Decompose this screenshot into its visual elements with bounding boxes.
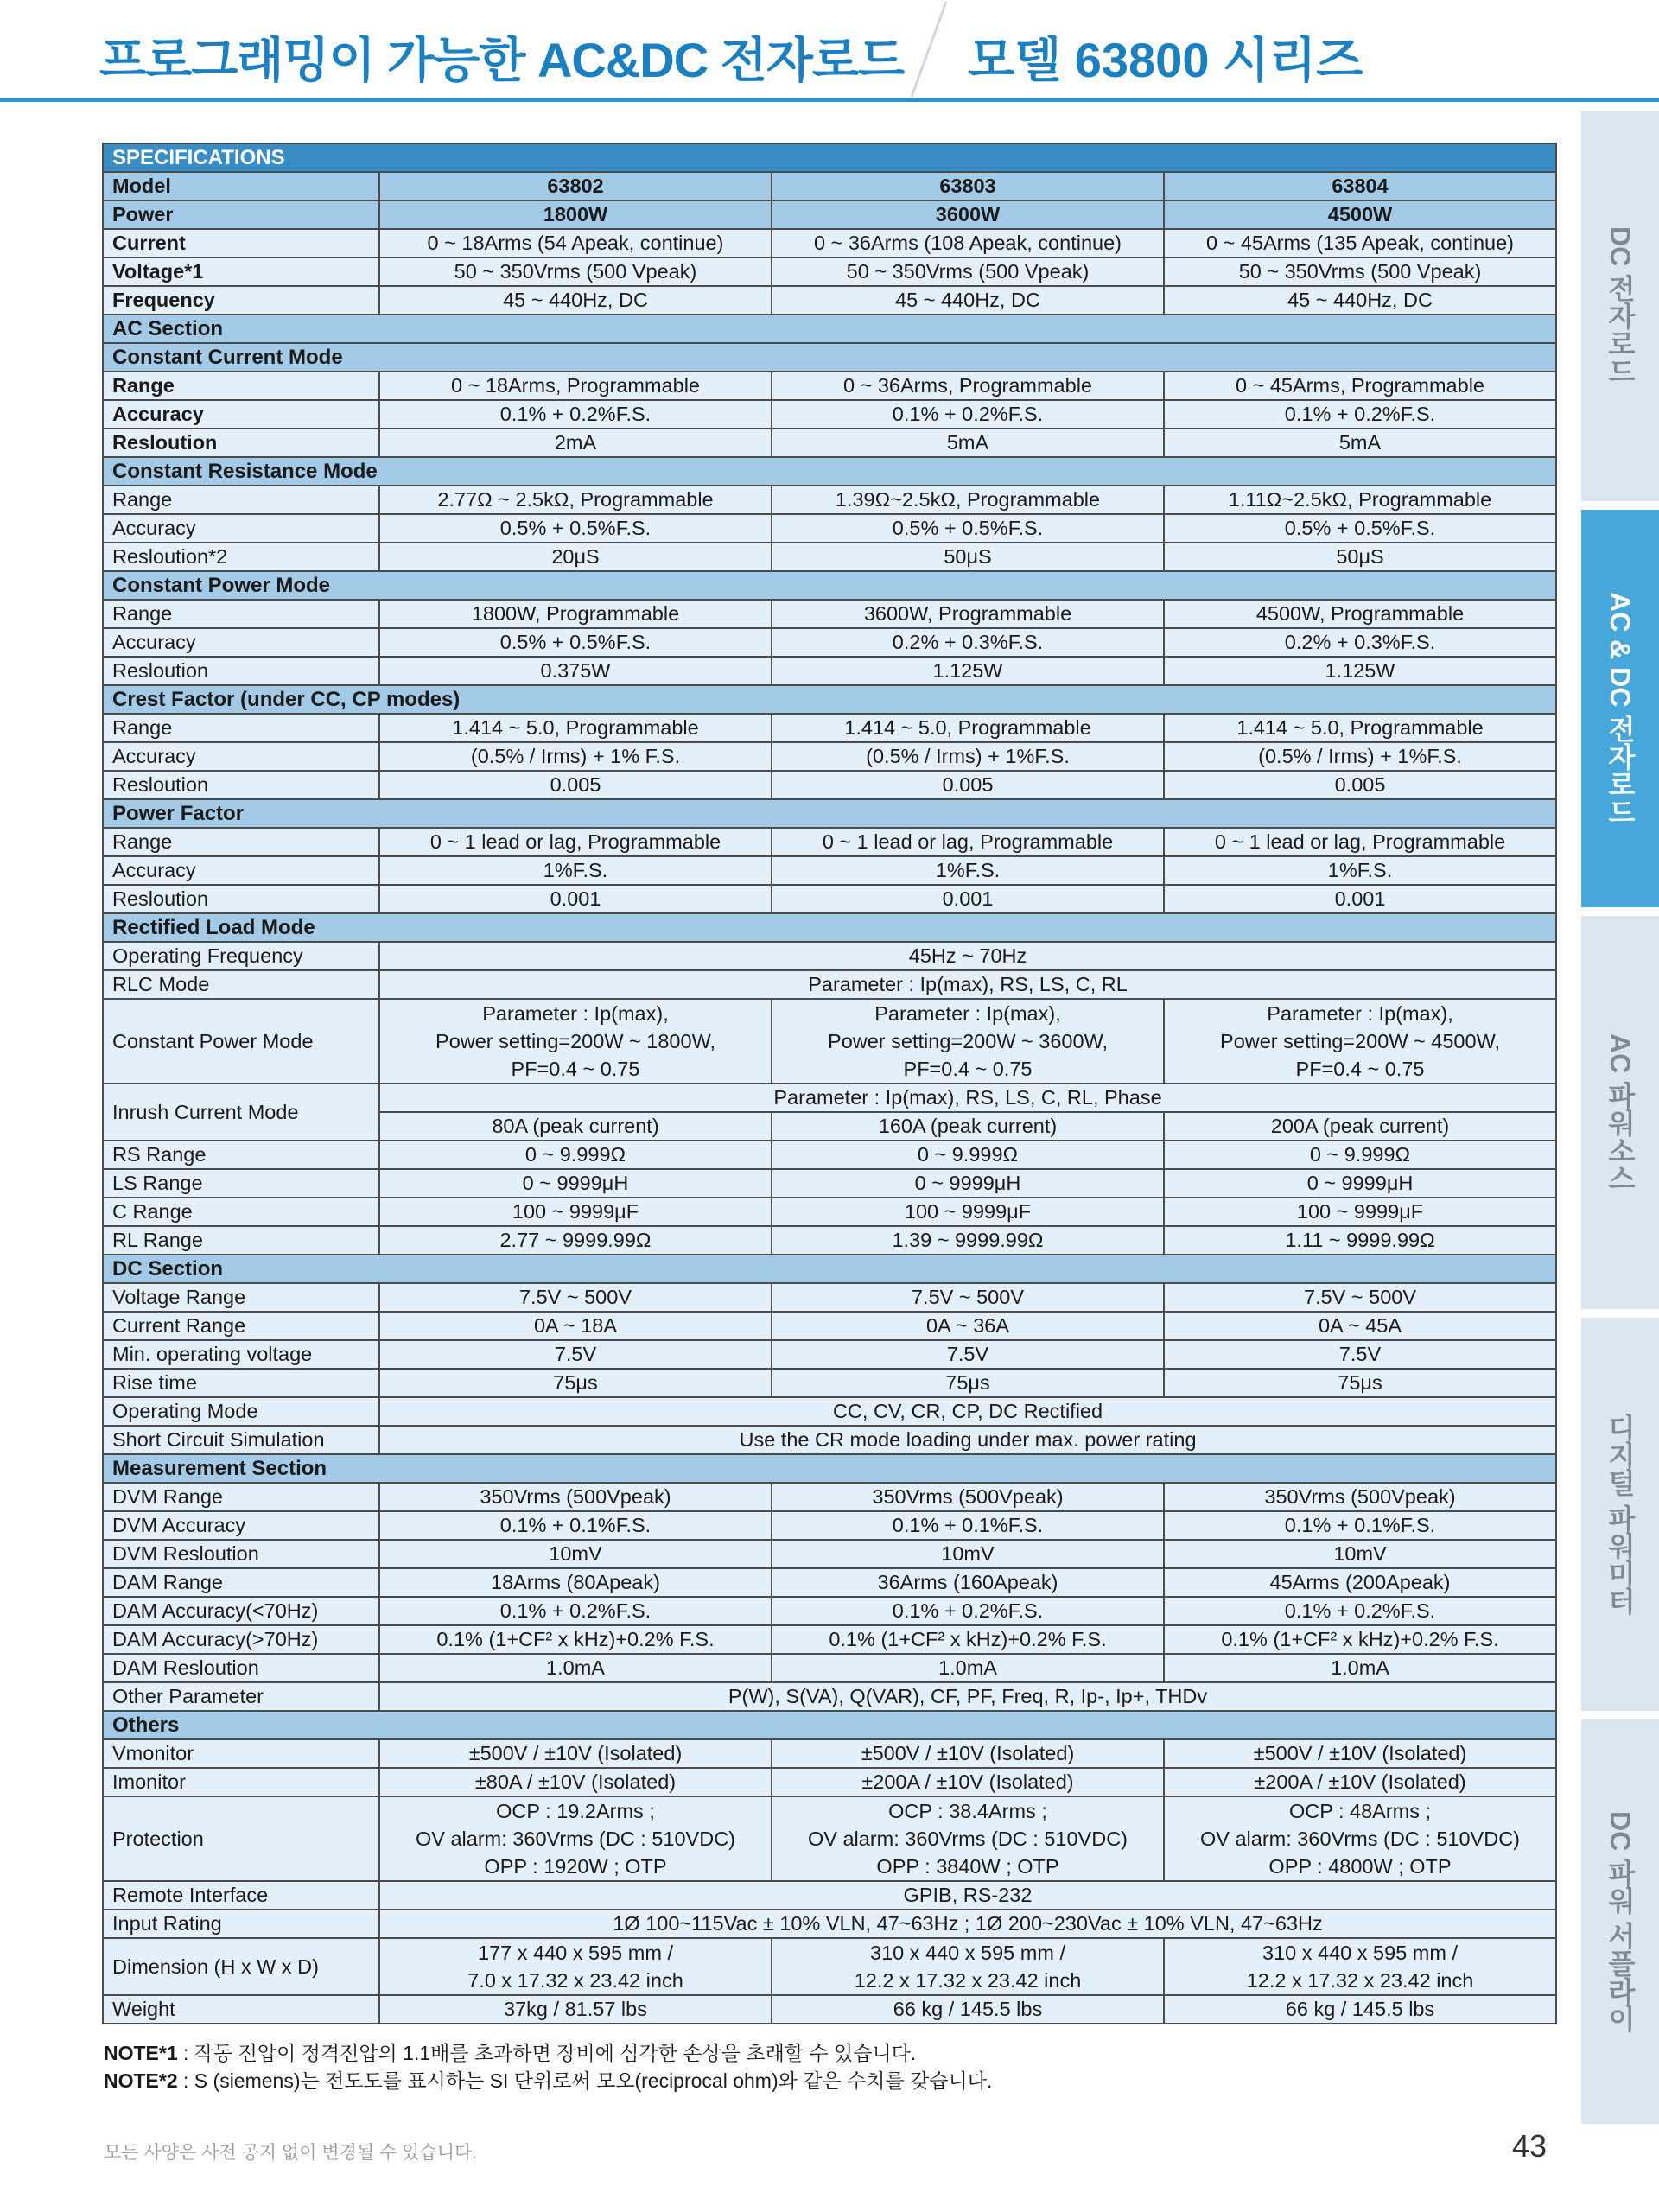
table-cell: 7.5V ~ 500V (379, 1283, 772, 1312)
table-row (103, 286, 1556, 315)
table-cell: 4500W, Programmable (1164, 600, 1556, 628)
row-label: Voltage Range (103, 1283, 379, 1312)
table-row (103, 1198, 1556, 1226)
section-header: Constant Current Mode (103, 343, 1556, 372)
row-label: RL Range (103, 1226, 379, 1255)
table-cell: 0.5% + 0.5%F.S. (379, 628, 772, 657)
table-cell: 1.11Ω~2.5kΩ, Programmable (1164, 486, 1556, 514)
table-cell: 75μs (1164, 1369, 1556, 1397)
table-cell: 2.77 ~ 9999.99Ω (379, 1226, 772, 1255)
table-cell: 1%F.S. (772, 856, 1164, 885)
table-cell: 0 ~ 1 lead or lag, Programmable (379, 828, 772, 856)
table-cell: 50 ~ 350Vrms (500 Vpeak) (379, 257, 772, 286)
power-cell: 4500W (1164, 200, 1556, 229)
row-label: Range (103, 372, 379, 400)
row-label: Resloution (103, 657, 379, 685)
table-cell: 36Arms (160Apeak) (772, 1568, 1164, 1597)
row-label: Range (103, 828, 379, 856)
table-row (103, 970, 1556, 999)
table-cell: (0.5% / Irms) + 1% F.S. (379, 742, 772, 771)
table-row (103, 1938, 1556, 1995)
table-row (103, 1625, 1556, 1654)
row-label: Accuracy (103, 628, 379, 657)
table-cell: 7.5V (1164, 1340, 1556, 1369)
row-label: DAM Resloution (103, 1654, 379, 1682)
table-cell: 1.39 ~ 9999.99Ω (772, 1226, 1164, 1255)
note-2: NOTE*2 : S (siemens)는 전도도를 표시하는 SI 단위로써 모오(reciprocal ohm)와 같은 수치를 갖습니다. (104, 2069, 993, 2092)
table-cell: 0 ~ 18Arms (54 Apeak, continue) (379, 229, 772, 257)
table-cell: 1.125W (1164, 657, 1556, 685)
section-header: Crest Factor (under CC, CP modes) (103, 685, 1556, 714)
table-cell: 66 kg / 145.5 lbs (1164, 1995, 1556, 2024)
table-cell: 350Vrms (500Vpeak) (772, 1483, 1164, 1511)
table-row (103, 1654, 1556, 1682)
page-header (0, 0, 1659, 102)
side-tab-power-meter[interactable]: 디지털 파워미터 (1581, 1318, 1659, 1711)
table-cell: Parameter : Ip(max), Power setting=200W ~ 4500W, PF=0.4 ~ 0.75 (1164, 999, 1556, 1084)
table-cell: 45 ~ 440Hz, DC (379, 286, 772, 315)
table-cell: 0.1% + 0.2%F.S. (379, 1597, 772, 1625)
section-header: Constant Resistance Mode (103, 457, 1556, 486)
table-cell: 200A (peak current) (1164, 1112, 1556, 1141)
section-header: Constant Power Mode (103, 571, 1556, 600)
row-label: Model (103, 172, 379, 200)
table-cell: 0.001 (379, 885, 772, 913)
table-row (103, 1340, 1556, 1369)
table-cell: 0.001 (772, 885, 1164, 913)
table-cell: 45Arms (200Apeak) (1164, 1568, 1556, 1597)
table-row (103, 1312, 1556, 1340)
table-cell: 1.0mA (1164, 1654, 1556, 1682)
table-cell: 1.0mA (772, 1654, 1164, 1682)
table-cell: 0.1% + 0.2%F.S. (379, 400, 772, 429)
table-row (103, 828, 1556, 856)
table-cell: 0 ~ 9999μH (1164, 1169, 1556, 1198)
table-row (103, 1739, 1556, 1768)
table-row (103, 1369, 1556, 1397)
table-cell: 0 ~ 36Arms (108 Apeak, continue) (772, 229, 1164, 257)
table-cell: ±500V / ±10V (Isolated) (772, 1739, 1164, 1768)
table-row (103, 657, 1556, 685)
table-row (103, 1141, 1556, 1169)
row-label: LS Range (103, 1169, 379, 1198)
model-series-title: 모델 63800 시리즈 (968, 33, 1363, 87)
row-label: DVM Range (103, 1483, 379, 1511)
table-cell: 0.1% (1+CF² x kHz)+0.2% F.S. (772, 1625, 1164, 1654)
row-label: Protection (103, 1796, 379, 1881)
table-cell: 5mA (1164, 429, 1556, 457)
table-cell: 1.414 ~ 5.0, Programmable (1164, 714, 1556, 742)
table-cell: 0 ~ 1 lead or lag, Programmable (772, 828, 1164, 856)
table-cell: 100 ~ 9999μF (1164, 1198, 1556, 1226)
table-title-row (103, 143, 1556, 172)
table-row (103, 1397, 1556, 1426)
table-row (103, 486, 1556, 514)
table-cell: 20μS (379, 543, 772, 571)
side-tab-nav (1581, 111, 1659, 2124)
row-label: C Range (103, 1198, 379, 1226)
table-cell: 0 ~ 45Arms, Programmable (1164, 372, 1556, 400)
table-cell: 7.5V (772, 1340, 1164, 1369)
table-cell: 0.5% + 0.5%F.S. (1164, 514, 1556, 543)
table-cell: ±200A / ±10V (Isolated) (1164, 1768, 1556, 1796)
row-label: Accuracy (103, 742, 379, 771)
table-cell: 0 ~ 9.999Ω (1164, 1141, 1556, 1169)
table-row (103, 429, 1556, 457)
table-cell: 310 x 440 x 595 mm / 12.2 x 17.32 x 23.42 inch (1164, 1938, 1556, 1995)
row-label: Resloution*2 (103, 543, 379, 571)
table-cell: 0A ~ 45A (1164, 1312, 1556, 1340)
table-row (103, 1568, 1556, 1597)
table-cell: 0 ~ 36Arms, Programmable (772, 372, 1164, 400)
table-cell: P(W), S(VA), Q(VAR), CF, PF, Freq, R, Ip-, Ip+, THDv (379, 1682, 1556, 1711)
table-row (103, 600, 1556, 628)
table-cell: 100 ~ 9999μF (379, 1198, 772, 1226)
table-row (103, 1084, 1556, 1112)
table-cell: 310 x 440 x 595 mm / 12.2 x 17.32 x 23.42 inch (772, 1938, 1164, 1995)
row-label: Resloution (103, 429, 379, 457)
table-cell: 75μs (772, 1369, 1164, 1397)
table-cell: 7.5V (379, 1340, 772, 1369)
header-rule (0, 98, 1659, 102)
table-cell: 10mV (1164, 1540, 1556, 1568)
table-cell: 1.125W (772, 657, 1164, 685)
table-cell: GPIB, RS-232 (379, 1881, 1556, 1910)
table-cell: 0 ~ 9999μH (772, 1169, 1164, 1198)
table-cell: 0.005 (772, 771, 1164, 799)
table-cell: 177 x 440 x 595 mm / 7.0 x 17.32 x 23.42 inch (379, 1938, 772, 1995)
table-cell: 0 ~ 9.999Ω (772, 1141, 1164, 1169)
table-row (103, 514, 1556, 543)
table-cell: 18Arms (80Apeak) (379, 1568, 772, 1597)
table-cell: 0.1% (1+CF² x kHz)+0.2% F.S. (379, 1625, 772, 1654)
row-label: Range (103, 486, 379, 514)
table-row (103, 1881, 1556, 1910)
row-label: Accuracy (103, 400, 379, 429)
table-cell: 1800W, Programmable (379, 600, 772, 628)
row-label: DVM Accuracy (103, 1511, 379, 1540)
table-cell: Parameter : Ip(max), RS, LS, C, RL, Phase (379, 1084, 1556, 1112)
row-label: Weight (103, 1995, 379, 2024)
row-label: Range (103, 714, 379, 742)
section-header: Rectified Load Mode (103, 913, 1556, 942)
table-row (103, 1283, 1556, 1312)
table-cell: 0.1% + 0.1%F.S. (1164, 1511, 1556, 1540)
table-cell: 1%F.S. (379, 856, 772, 885)
table-cell: Use the CR mode loading under max. power rating (379, 1426, 1556, 1454)
table-row (103, 1426, 1556, 1454)
section-header: AC Section (103, 315, 1556, 343)
table-cell: 0.1% + 0.2%F.S. (772, 400, 1164, 429)
table-row (103, 229, 1556, 257)
row-label: Min. operating voltage (103, 1340, 379, 1369)
table-cell: ±200A / ±10V (Isolated) (772, 1768, 1164, 1796)
table-cell: 1.0mA (379, 1654, 772, 1682)
table-row (103, 1995, 1556, 2024)
table-cell: 0.1% (1+CF² x kHz)+0.2% F.S. (1164, 1625, 1556, 1654)
table-cell: 1.39Ω~2.5kΩ, Programmable (772, 486, 1164, 514)
table-row (103, 543, 1556, 571)
table-row (103, 742, 1556, 771)
side-tab-dc-load[interactable]: DC 전자로드 (1581, 111, 1659, 501)
row-label: DAM Accuracy(<70Hz) (103, 1597, 379, 1625)
row-label: Operating Mode (103, 1397, 379, 1426)
table-cell: 100 ~ 9999μF (772, 1198, 1164, 1226)
model-cell: 63804 (1164, 172, 1556, 200)
table-cell: 1Ø 100~115Vac ± 10% VLN, 47~63Hz ; 1Ø 200~230Vac ± 10% VLN, 47~63Hz (379, 1910, 1556, 1938)
table-cell: Parameter : Ip(max), Power setting=200W ~ 1800W, PF=0.4 ~ 0.75 (379, 999, 772, 1084)
table-row (103, 1169, 1556, 1198)
spec-table (102, 143, 1557, 2024)
row-label: Input Rating (103, 1910, 379, 1938)
table-row (103, 257, 1556, 286)
table-cell: (0.5% / Irms) + 1%F.S. (1164, 742, 1556, 771)
table-cell: 75μs (379, 1369, 772, 1397)
section-header: Power Factor (103, 799, 1556, 828)
table-cell: 0.1% + 0.2%F.S. (1164, 400, 1556, 429)
table-cell: 0.1% + 0.2%F.S. (772, 1597, 1164, 1625)
table-cell: 0 ~ 9999μH (379, 1169, 772, 1198)
table-cell: 50 ~ 350Vrms (500 Vpeak) (1164, 257, 1556, 286)
table-cell: OCP : 48Arms ; OV alarm: 360Vrms (DC : 510VDC) OPP : 4800W ; OTP (1164, 1796, 1556, 1881)
row-label: Remote Interface (103, 1881, 379, 1910)
table-row (103, 1910, 1556, 1938)
table-cell: 0.1% + 0.2%F.S. (1164, 1597, 1556, 1625)
row-label: Accuracy (103, 514, 379, 543)
row-label: Inrush Current Mode (103, 1084, 379, 1141)
section-header: Measurement Section (103, 1454, 1556, 1483)
table-cell: 45 ~ 440Hz, DC (772, 286, 1164, 315)
table-row (103, 1682, 1556, 1711)
row-label: Accuracy (103, 856, 379, 885)
page-number: 43 (1512, 2128, 1548, 2164)
table-row (103, 856, 1556, 885)
row-label: Vmonitor (103, 1739, 379, 1768)
row-label: Short Circuit Simulation (103, 1426, 379, 1454)
row-label: Dimension (H x W x D) (103, 1938, 379, 1995)
table-cell: 7.5V ~ 500V (1164, 1283, 1556, 1312)
table-cell: 0A ~ 18A (379, 1312, 772, 1340)
table-row (103, 999, 1556, 1084)
table-cell: Parameter : Ip(max), Power setting=200W ~ 3600W, PF=0.4 ~ 0.75 (772, 999, 1164, 1084)
table-cell: 2mA (379, 429, 772, 457)
power-cell: 1800W (379, 200, 772, 229)
table-cell: CC, CV, CR, CP, DC Rectified (379, 1397, 1556, 1426)
table-cell: 50μS (772, 543, 1164, 571)
notes (104, 2039, 992, 2094)
table-cell: 0A ~ 36A (772, 1312, 1164, 1340)
row-label: Power (103, 200, 379, 229)
row-label: Current (103, 229, 379, 257)
table-cell: 0 ~ 45Arms (135 Apeak, continue) (1164, 229, 1556, 257)
row-label: Imonitor (103, 1768, 379, 1796)
table-cell: 0.375W (379, 657, 772, 685)
table-row (103, 1226, 1556, 1255)
table-row (103, 1511, 1556, 1540)
row-label: Voltage*1 (103, 257, 379, 286)
section-header: DC Section (103, 1255, 1556, 1283)
row-label: DAM Range (103, 1568, 379, 1597)
row-label: Frequency (103, 286, 379, 315)
row-label: DVM Resloution (103, 1540, 379, 1568)
power-row (103, 200, 1556, 229)
title-divider (899, 0, 950, 102)
side-tab-ac-source[interactable]: AC 파워소스 (1581, 916, 1659, 1309)
table-cell: 350Vrms (500Vpeak) (1164, 1483, 1556, 1511)
table-cell: 10mV (772, 1540, 1164, 1568)
row-label: Rise time (103, 1369, 379, 1397)
table-cell: 3600W, Programmable (772, 600, 1164, 628)
section-header: Others (103, 1711, 1556, 1739)
row-label: Constant Power Mode (103, 999, 379, 1084)
table-row (103, 1483, 1556, 1511)
table-cell: 50 ~ 350Vrms (500 Vpeak) (772, 257, 1164, 286)
page-title: 프로그래밍이 가능한 AC&DC 전자로드 (99, 33, 905, 87)
row-label: RS Range (103, 1141, 379, 1169)
table-row (103, 714, 1556, 742)
table-row (103, 1768, 1556, 1796)
model-row (103, 172, 1556, 200)
row-label: Current Range (103, 1312, 379, 1340)
model-cell: 63802 (379, 172, 772, 200)
side-tab-acdc-load[interactable]: AC & DC 전자로드 (1581, 510, 1659, 907)
table-row (103, 372, 1556, 400)
table-cell: 0.1% + 0.1%F.S. (772, 1511, 1164, 1540)
side-tab-dc-supply[interactable]: DC 파워 서플라이 (1581, 1719, 1659, 2124)
row-label: Other Parameter (103, 1682, 379, 1711)
note-1: NOTE*1 : 작동 전압이 정격전압의 1.1배를 초과하면 장비에 심각한 손상을 초래할 수 있습니다. (104, 2042, 917, 2064)
row-label: Range (103, 600, 379, 628)
table-cell: 50μS (1164, 543, 1556, 571)
table-cell: ±500V / ±10V (Isolated) (1164, 1739, 1556, 1768)
row-label: Operating Frequency (103, 942, 379, 970)
table-cell: ±500V / ±10V (Isolated) (379, 1739, 772, 1768)
table-cell: (0.5% / Irms) + 1%F.S. (772, 742, 1164, 771)
table-cell: 0.005 (379, 771, 772, 799)
table-cell: Parameter : Ip(max), RS, LS, C, RL (379, 970, 1556, 999)
table-cell: 0.5% + 0.5%F.S. (379, 514, 772, 543)
table-cell: 0 ~ 18Arms, Programmable (379, 372, 772, 400)
table-row (103, 1796, 1556, 1881)
table-cell: 7.5V ~ 500V (772, 1283, 1164, 1312)
table-row (103, 1597, 1556, 1625)
table-cell: 0.1% + 0.1%F.S. (379, 1511, 772, 1540)
table-cell: 2.77Ω ~ 2.5kΩ, Programmable (379, 486, 772, 514)
row-label: DAM Accuracy(>70Hz) (103, 1625, 379, 1654)
table-cell: 5mA (772, 429, 1164, 457)
table-cell: 0.005 (1164, 771, 1556, 799)
table-cell: 0.2% + 0.3%F.S. (772, 628, 1164, 657)
table-row (103, 771, 1556, 799)
table-row (103, 400, 1556, 429)
table-row (103, 942, 1556, 970)
table-title: SPECIFICATIONS (103, 143, 1556, 172)
table-cell: 160A (peak current) (772, 1112, 1164, 1141)
table-cell: 0.5% + 0.5%F.S. (772, 514, 1164, 543)
table-cell: 10mV (379, 1540, 772, 1568)
table-row (103, 1540, 1556, 1568)
table-cell: 45 ~ 440Hz, DC (1164, 286, 1556, 315)
table-cell: 0.2% + 0.3%F.S. (1164, 628, 1556, 657)
table-cell: 1.11 ~ 9999.99Ω (1164, 1226, 1556, 1255)
table-cell: 350Vrms (500Vpeak) (379, 1483, 772, 1511)
table-cell: 66 kg / 145.5 lbs (772, 1995, 1164, 2024)
row-label: Resloution (103, 771, 379, 799)
table-cell: 37kg / 81.57 lbs (379, 1995, 772, 2024)
table-cell: 0.001 (1164, 885, 1556, 913)
table-cell: 80A (peak current) (379, 1112, 772, 1141)
table-cell: ±80A / ±10V (Isolated) (379, 1768, 772, 1796)
table-cell: 1.414 ~ 5.0, Programmable (379, 714, 772, 742)
power-cell: 3600W (772, 200, 1164, 229)
table-row (103, 885, 1556, 913)
table-cell: 1.414 ~ 5.0, Programmable (772, 714, 1164, 742)
table-cell: 0 ~ 1 lead or lag, Programmable (1164, 828, 1556, 856)
row-label: RLC Mode (103, 970, 379, 999)
table-row (103, 628, 1556, 657)
table-cell: 0 ~ 9.999Ω (379, 1141, 772, 1169)
table-cell: 45Hz ~ 70Hz (379, 942, 1556, 970)
model-cell: 63803 (772, 172, 1164, 200)
table-cell: 1%F.S. (1164, 856, 1556, 885)
row-label: Resloution (103, 885, 379, 913)
table-cell: OCP : 38.4Arms ; OV alarm: 360Vrms (DC : 510VDC) OPP : 3840W ; OTP (772, 1796, 1164, 1881)
footer-disclaimer: 모든 사양은 사전 공지 없이 변경될 수 있습니다. (104, 2143, 478, 2163)
table-cell: OCP : 19.2Arms ; OV alarm: 360Vrms (DC : 510VDC) OPP : 1920W ; OTP (379, 1796, 772, 1881)
